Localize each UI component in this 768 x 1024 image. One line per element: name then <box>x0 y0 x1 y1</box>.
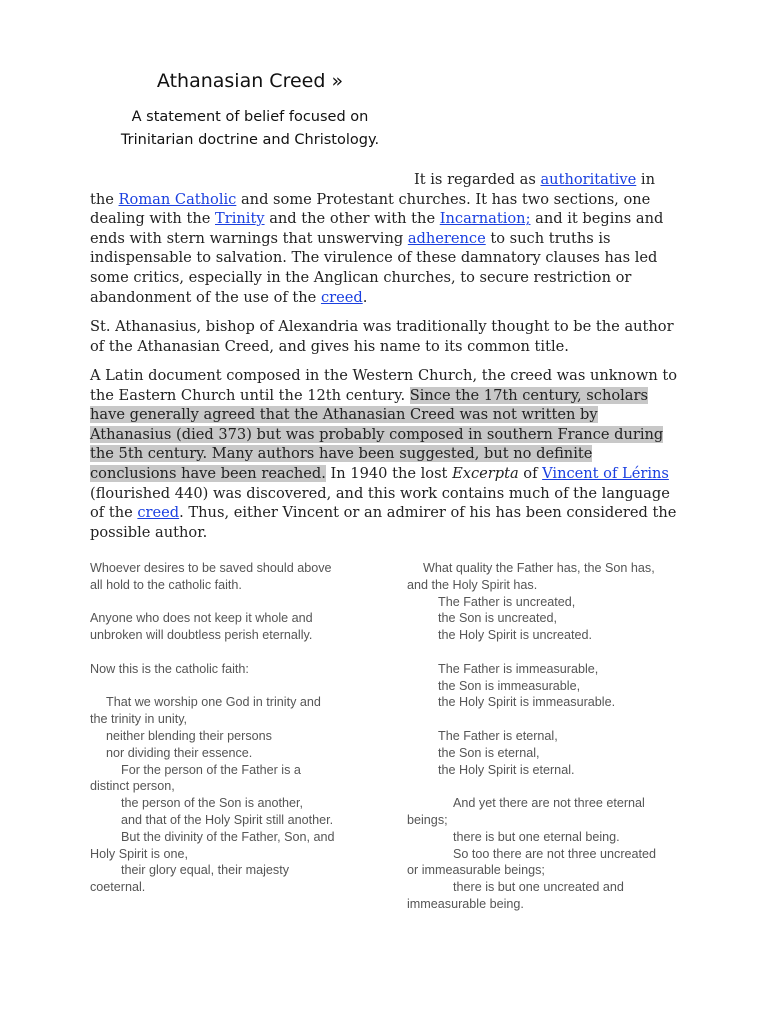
creed-line: all hold to the catholic faith. <box>90 577 242 592</box>
creed-line <box>90 678 360 695</box>
text-run: and some Protestant churches. It has two sections, one dealing with the <box>90 190 651 228</box>
text-run: and it begins and ends with stern warnings that unswerving <box>90 210 664 247</box>
italic-title: Excerpta <box>452 464 519 482</box>
creed-line: neither blending their persons <box>106 728 272 743</box>
creed-line: The Father is uncreated, <box>438 594 576 609</box>
intro-paragraph <box>90 170 680 307</box>
creed-line <box>407 711 677 728</box>
creed-line <box>407 778 677 795</box>
creed-line: The Father is immeasurable, <box>438 661 599 676</box>
link-authoritative[interactable]: authoritative <box>540 171 637 188</box>
text-run: . <box>362 288 368 306</box>
creed-line: What quality the Father has, the Son has, <box>423 561 655 575</box>
text-run: (flourished 440) was discovered, and this work contains much of the language of the <box>90 484 670 522</box>
text-run: of <box>518 464 543 482</box>
page-subtitle <box>0 106 500 152</box>
creed-line: the Son is eternal, <box>438 745 540 760</box>
text-run: In 1940 the lost <box>325 464 453 482</box>
creed-text-left-column <box>90 560 360 896</box>
creed-line: the trinity in unity, <box>90 712 188 727</box>
creed-line: the Holy Spirit is eternal. <box>438 762 575 777</box>
creed-line: and that of the Holy Spirit still another. <box>121 812 334 827</box>
text-run: A Latin document composed in the Western Church, the creed was unknown to the Eastern Church until the 12th century. <box>90 367 678 404</box>
creed-line: the Holy Spirit is uncreated. <box>438 628 592 643</box>
link-incarnation[interactable]: Incarnation; <box>439 210 531 228</box>
link-creed[interactable]: creed <box>320 288 363 306</box>
creed-line: the Son is immeasurable, <box>438 678 581 693</box>
creed-line <box>90 644 360 661</box>
creed-line: their glory equal, their majesty <box>121 863 289 878</box>
creed-line: That we worship one God in trinity and <box>106 695 321 710</box>
highlighted-text: Since the 17th century, scholars have generally agreed that the Athanasian Creed was not written by Athanasius (died 373) but was probably composed in southern France during the 5th century. Many authors have been suggested, but no definite conclusions have been reached. <box>90 386 664 482</box>
creed-text-right-column <box>407 560 677 913</box>
subtitle-line: A statement of belief focused on <box>131 109 369 125</box>
creed-line: So too there are not three uncreated <box>453 846 657 861</box>
creed-line: Whoever desires to be saved should above <box>90 561 332 575</box>
creed-line: Holy Spirit is one, <box>90 846 188 861</box>
link-roman-catholic[interactable]: Roman Catholic <box>118 190 237 208</box>
creed-line: And yet there are not three eternal <box>453 796 645 811</box>
subtitle-line: Trinitarian doctrine and Christology. <box>120 132 380 148</box>
text-run: in the <box>90 171 655 208</box>
creed-line: The Father is eternal, <box>438 728 558 743</box>
text-run: . Thus, either Vincent or an admirer of his has been considered the possible author. <box>90 504 677 541</box>
creed-line: the Son is uncreated, <box>438 611 558 626</box>
creed-line: immeasurable being. <box>407 896 524 911</box>
text-run: to such truths is indispensable to salvation. The virulence of these damnatory clauses has led some critics, especially in the Anglican churches, to secure restriction or abandonment of the use of the <box>90 229 658 306</box>
text-run: and the other with the <box>264 210 440 228</box>
creed-line: there is but one uncreated and <box>453 880 624 895</box>
link-adherence[interactable]: adherence <box>407 229 486 247</box>
creed-line: and the Holy Spirit has. <box>407 577 538 592</box>
creed-line: Anyone who does not keep it whole and <box>90 611 313 626</box>
creed-line: the person of the Son is another, <box>121 796 304 811</box>
creed-line: beings; <box>407 812 448 827</box>
creed-line: or immeasurable beings; <box>407 863 545 878</box>
creed-line: distinct person, <box>90 779 175 794</box>
creed-line: For the person of the Father is a <box>121 762 301 777</box>
link-creed[interactable]: creed <box>137 504 180 522</box>
authorship-paragraph <box>90 366 680 542</box>
paragraph-text: St. Athanasius, bishop of Alexandria was traditionally thought to be the author of the Athanasian Creed, and gives his name to its common title. <box>90 318 674 355</box>
athanasius-paragraph <box>90 317 680 356</box>
creed-line: But the divinity of the Father, Son, and <box>121 829 335 844</box>
creed-line: there is but one eternal being. <box>453 829 620 844</box>
link-trinity[interactable]: Trinity <box>215 210 265 228</box>
creed-line: coeternal. <box>90 880 146 895</box>
creed-line: nor dividing their essence. <box>106 745 253 760</box>
creed-line <box>90 594 360 611</box>
creed-line: the Holy Spirit is immeasurable. <box>438 695 616 710</box>
creed-line: Now this is the catholic faith: <box>90 661 249 676</box>
creed-line: unbroken will doubtless perish eternally. <box>90 628 313 643</box>
page-title: Athanasian Creed » <box>156 70 344 92</box>
creed-line <box>407 644 677 661</box>
text-run: It is regarded as <box>414 171 541 188</box>
link-vincent-of-lerins[interactable]: Vincent of Lérins <box>542 464 669 482</box>
